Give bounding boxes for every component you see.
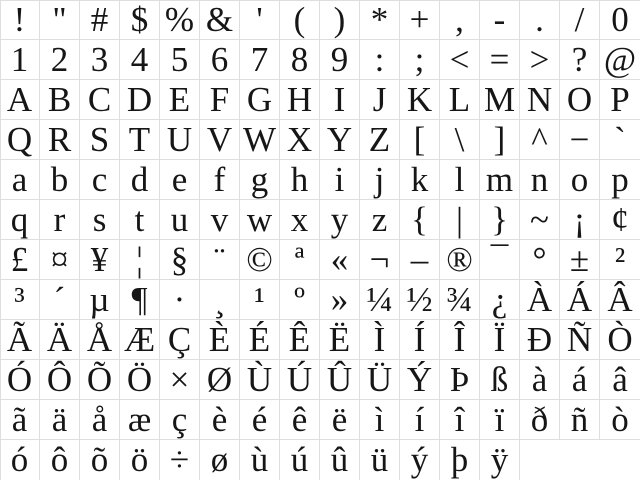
glyph-cell[interactable]: ¥ [80, 240, 120, 280]
glyph-cell[interactable]: ù [240, 440, 280, 480]
glyph-cell[interactable]: < [440, 40, 480, 80]
glyph-cell[interactable]: ñ [560, 400, 600, 440]
glyph-cell[interactable]: Ì [360, 320, 400, 360]
glyph-cell[interactable]: u [160, 200, 200, 240]
glyph-cell[interactable]: é [240, 400, 280, 440]
glyph-cell[interactable]: U [160, 120, 200, 160]
glyph-cell[interactable]: Ý [400, 360, 440, 400]
glyph-cell[interactable]: ÿ [480, 440, 520, 480]
glyph-cell[interactable]: + [400, 0, 440, 40]
glyph-cell[interactable]: û [320, 440, 360, 480]
glyph-cell[interactable]: D [120, 80, 160, 120]
glyph-cell[interactable]: ¸ [200, 280, 240, 320]
glyph-cell[interactable]: Í [400, 320, 440, 360]
glyph-cell[interactable]: d [120, 160, 160, 200]
glyph-cell[interactable]: Ò [600, 320, 640, 360]
glyph-cell[interactable]: Q [0, 120, 40, 160]
glyph-cell[interactable]: 4 [120, 40, 160, 80]
glyph-cell[interactable]: X [280, 120, 320, 160]
glyph-cell[interactable]: È [200, 320, 240, 360]
glyph-cell[interactable]: g [240, 160, 280, 200]
glyph-cell[interactable]: Ê [280, 320, 320, 360]
glyph-cell[interactable]: e [160, 160, 200, 200]
glyph-cell[interactable]: Ð [520, 320, 560, 360]
glyph-cell[interactable]: ´ [40, 280, 80, 320]
glyph-cell[interactable]: z [360, 200, 400, 240]
glyph-cell[interactable]: # [80, 0, 120, 40]
glyph-cell[interactable]: ® [440, 240, 480, 280]
glyph-cell[interactable]: Ù [240, 360, 280, 400]
glyph-cell[interactable]: A [0, 80, 40, 120]
glyph-cell[interactable]: l [440, 160, 480, 200]
glyph-cell[interactable]: F [200, 80, 240, 120]
glyph-cell[interactable]: G [240, 80, 280, 120]
glyph-cell[interactable]: Æ [120, 320, 160, 360]
glyph-cell[interactable]: Ë [320, 320, 360, 360]
glyph-cell[interactable]: Z [360, 120, 400, 160]
glyph-cell[interactable]: | [440, 200, 480, 240]
glyph-cell[interactable]: ë [320, 400, 360, 440]
glyph-cell[interactable]: { [400, 200, 440, 240]
glyph-cell[interactable]: ± [560, 240, 600, 280]
glyph-cell[interactable]: É [240, 320, 280, 360]
glyph-cell[interactable]: ` [600, 120, 640, 160]
glyph-cell[interactable]: c [80, 160, 120, 200]
glyph-cell[interactable]: ] [480, 120, 520, 160]
glyph-cell[interactable]: ä [40, 400, 80, 440]
glyph-cell[interactable]: » [320, 280, 360, 320]
glyph-cell[interactable]: è [200, 400, 240, 440]
glyph-cell[interactable]: ò [600, 400, 640, 440]
glyph-cell[interactable]: W [240, 120, 280, 160]
glyph-cell[interactable]: " [40, 0, 80, 40]
glyph-cell[interactable]: 9 [320, 40, 360, 80]
glyph-cell[interactable]: [ [400, 120, 440, 160]
glyph-cell[interactable]: ³ [0, 280, 40, 320]
glyph-cell[interactable]: Ç [160, 320, 200, 360]
glyph-cell[interactable]: ü [360, 440, 400, 480]
glyph-cell[interactable]: Õ [80, 360, 120, 400]
glyph-cell[interactable]: o [560, 160, 600, 200]
glyph-cell[interactable]: º [280, 280, 320, 320]
glyph-cell[interactable]: 3 [80, 40, 120, 80]
glyph-cell[interactable]: V [200, 120, 240, 160]
glyph-cell[interactable]: k [400, 160, 440, 200]
glyph-cell[interactable]: I [320, 80, 360, 120]
glyph-cell[interactable]: Ï [480, 320, 520, 360]
glyph-cell[interactable]: ª [280, 240, 320, 280]
glyph-cell[interactable]: ? [560, 40, 600, 80]
glyph-cell[interactable]: n [520, 160, 560, 200]
glyph-cell[interactable]: / [560, 0, 600, 40]
glyph-cell[interactable]: − [560, 120, 600, 160]
glyph-cell[interactable]: - [480, 0, 520, 40]
glyph-cell[interactable]: ã [0, 400, 40, 440]
glyph-cell[interactable]: B [40, 80, 80, 120]
glyph-cell[interactable]: m [480, 160, 520, 200]
glyph-cell[interactable]: à [520, 360, 560, 400]
glyph-cell[interactable]: Ó [0, 360, 40, 400]
glyph-cell[interactable]: Ñ [560, 320, 600, 360]
empty-cells [520, 440, 640, 480]
glyph-cell[interactable]: = [480, 40, 520, 80]
glyph-cell[interactable]: : [360, 40, 400, 80]
glyph-cell[interactable]: å [80, 400, 120, 440]
glyph-cell[interactable]: ú [280, 440, 320, 480]
glyph-cell[interactable]: & [200, 0, 240, 40]
glyph-cell[interactable]: s [80, 200, 120, 240]
glyph-cell[interactable]: Ô [40, 360, 80, 400]
glyph-cell[interactable]: @ [600, 40, 640, 80]
glyph-cell[interactable]: æ [120, 400, 160, 440]
glyph-cell[interactable]: ¦ [120, 240, 160, 280]
glyph-cell[interactable]: ô [40, 440, 80, 480]
glyph-cell[interactable]: . [520, 0, 560, 40]
glyph-cell[interactable]: H [280, 80, 320, 120]
glyph-cell[interactable]: $ [120, 0, 160, 40]
glyph-cell[interactable]: â [600, 360, 640, 400]
glyph-cell[interactable]: ö [120, 440, 160, 480]
glyph-cell[interactable]: ½ [400, 280, 440, 320]
glyph-cell[interactable]: § [160, 240, 200, 280]
glyph-cell[interactable]: î [440, 400, 480, 440]
glyph-cell[interactable]: K [400, 80, 440, 120]
glyph-cell[interactable]: ~ [520, 200, 560, 240]
glyph-cell[interactable]: Ã [0, 320, 40, 360]
glyph-cell[interactable]: t [120, 200, 160, 240]
glyph-cell[interactable]: ¯ [480, 240, 520, 280]
glyph-cell[interactable]: O [560, 80, 600, 120]
glyph-cell[interactable]: w [240, 200, 280, 240]
glyph-cell[interactable]: i [320, 160, 360, 200]
glyph-cell[interactable]: a [0, 160, 40, 200]
glyph-cell[interactable]: þ [440, 440, 480, 480]
glyph-cell[interactable]: ^ [520, 120, 560, 160]
glyph-cell[interactable]: Å [80, 320, 120, 360]
glyph-cell[interactable]: 5 [160, 40, 200, 80]
glyph-cell[interactable]: ¬ [360, 240, 400, 280]
glyph-cell[interactable]: Ä [40, 320, 80, 360]
glyph-cell[interactable]: ¡ [560, 200, 600, 240]
glyph-cell[interactable]: – [400, 240, 440, 280]
glyph-cell[interactable]: « [320, 240, 360, 280]
glyph-cell[interactable]: h [280, 160, 320, 200]
glyph-cell[interactable]: P [600, 80, 640, 120]
glyph-cell[interactable]: Ø [200, 360, 240, 400]
glyph-cell[interactable]: á [560, 360, 600, 400]
glyph-cell[interactable]: õ [80, 440, 120, 480]
glyph-cell[interactable]: ß [480, 360, 520, 400]
glyph-cell[interactable]: \ [440, 120, 480, 160]
glyph-cell[interactable]: ý [400, 440, 440, 480]
glyph-cell[interactable]: % [160, 0, 200, 40]
glyph-cell[interactable]: × [160, 360, 200, 400]
glyph-cell[interactable]: R [40, 120, 80, 160]
glyph-cell[interactable]: ) [320, 0, 360, 40]
glyph-cell[interactable]: Ö [120, 360, 160, 400]
glyph-cell[interactable]: ì [360, 400, 400, 440]
glyph-cell[interactable]: C [80, 80, 120, 120]
glyph-cell[interactable]: 0 [600, 0, 640, 40]
glyph-cell[interactable]: v [200, 200, 240, 240]
glyph-cell[interactable]: © [240, 240, 280, 280]
glyph-cell[interactable]: À [520, 280, 560, 320]
glyph-cell[interactable]: ¹ [240, 280, 280, 320]
glyph-cell[interactable]: ¿ [480, 280, 520, 320]
glyph-cell[interactable]: ç [160, 400, 200, 440]
glyph-cell[interactable]: 8 [280, 40, 320, 80]
glyph-cell[interactable]: ð [520, 400, 560, 440]
glyph-cell[interactable]: µ [80, 280, 120, 320]
glyph-cell[interactable]: Â [600, 280, 640, 320]
glyph-cell[interactable]: ! [0, 0, 40, 40]
glyph-cell[interactable]: S [80, 120, 120, 160]
glyph-cell[interactable]: y [320, 200, 360, 240]
glyph-cell[interactable]: ê [280, 400, 320, 440]
glyph-cell[interactable]: Î [440, 320, 480, 360]
glyph-cell[interactable]: ¢ [600, 200, 640, 240]
glyph-cell[interactable]: Y [320, 120, 360, 160]
glyph-cell[interactable]: L [440, 80, 480, 120]
glyph-cell[interactable]: Ü [360, 360, 400, 400]
glyph-cell[interactable]: > [520, 40, 560, 80]
glyph-cell[interactable]: j [360, 160, 400, 200]
glyph-cell[interactable]: r [40, 200, 80, 240]
glyph-cell[interactable]: E [160, 80, 200, 120]
glyph-cell[interactable]: ó [0, 440, 40, 480]
glyph-cell[interactable]: ¨ [200, 240, 240, 280]
glyph-cell[interactable]: Þ [440, 360, 480, 400]
glyph-cell[interactable]: f [200, 160, 240, 200]
glyph-cell[interactable]: ; [400, 40, 440, 80]
glyph-cell[interactable]: ¶ [120, 280, 160, 320]
glyph-cell[interactable]: 7 [240, 40, 280, 80]
glyph-cell[interactable]: ø [200, 440, 240, 480]
glyph-cell[interactable]: ¼ [360, 280, 400, 320]
glyph-cell[interactable]: J [360, 80, 400, 120]
glyph-cell[interactable]: 1 [0, 40, 40, 80]
glyph-cell[interactable]: ï [480, 400, 520, 440]
glyph-cell[interactable]: Û [320, 360, 360, 400]
glyph-cell[interactable]: * [360, 0, 400, 40]
glyph-cell[interactable]: q [0, 200, 40, 240]
glyph-cell[interactable]: x [280, 200, 320, 240]
glyph-cell[interactable]: ( [280, 0, 320, 40]
glyph-cell[interactable]: ' [240, 0, 280, 40]
glyph-cell[interactable]: Ú [280, 360, 320, 400]
glyph-cell[interactable]: · [160, 280, 200, 320]
glyph-cell[interactable]: Á [560, 280, 600, 320]
glyph-cell[interactable]: ² [600, 240, 640, 280]
glyph-cell[interactable]: , [440, 0, 480, 40]
glyph-cell[interactable]: ¾ [440, 280, 480, 320]
glyph-cell[interactable]: ÷ [160, 440, 200, 480]
glyph-cell[interactable]: T [120, 120, 160, 160]
glyph-cell[interactable]: } [480, 200, 520, 240]
glyph-cell[interactable]: ° [520, 240, 560, 280]
glyph-cell[interactable]: b [40, 160, 80, 200]
glyph-cell[interactable]: £ [0, 240, 40, 280]
glyph-cell[interactable]: N [520, 80, 560, 120]
glyph-cell[interactable]: M [480, 80, 520, 120]
glyph-cell[interactable]: 6 [200, 40, 240, 80]
glyph-cell[interactable]: p [600, 160, 640, 200]
glyph-cell[interactable]: 2 [40, 40, 80, 80]
glyph-cell[interactable]: í [400, 400, 440, 440]
glyph-cell[interactable]: ¤ [40, 240, 80, 280]
